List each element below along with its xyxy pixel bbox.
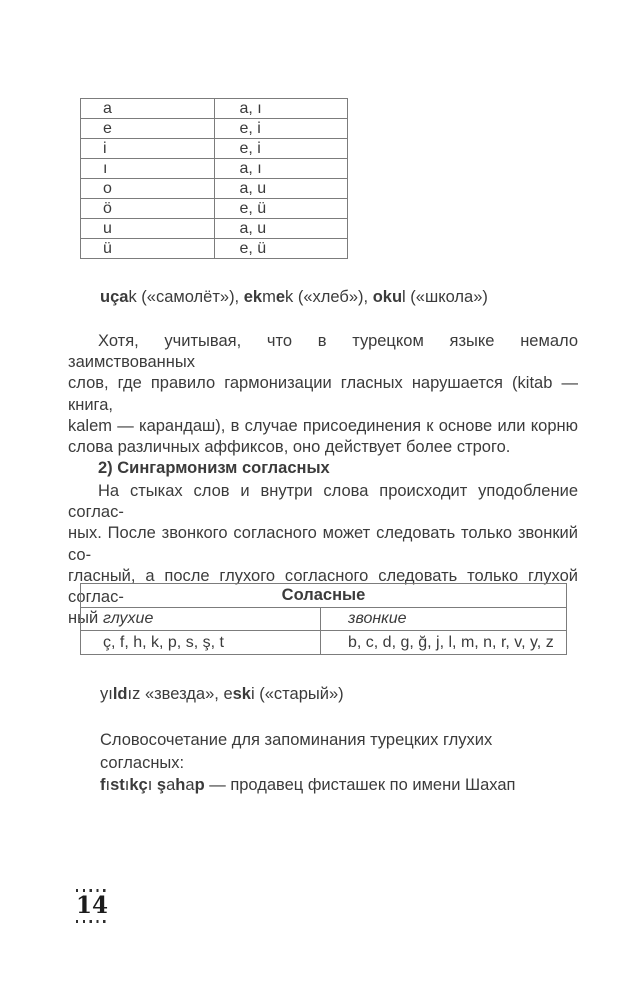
suffix-vowels-cell: a, ı bbox=[214, 99, 348, 119]
table-row bbox=[81, 99, 348, 119]
vowel-cell: ü bbox=[81, 239, 215, 259]
consonant-table bbox=[80, 583, 567, 655]
vowel-cell: ı bbox=[81, 159, 215, 179]
paragraph-harmony-exceptions bbox=[68, 331, 578, 458]
voiceless-consonants-cell: ç, f, h, k, p, s, ş, t bbox=[81, 631, 321, 655]
paragraph-line: слов, где правило гармонизации гласных нарушается (kitab — книга, bbox=[68, 374, 578, 414]
vowel-harmony-table bbox=[80, 98, 348, 259]
table-row bbox=[81, 239, 348, 259]
page-number: 14 bbox=[75, 892, 108, 919]
vowel-cell: i bbox=[81, 139, 215, 159]
suffix-vowels-cell: e, i bbox=[214, 119, 348, 139]
suffix-vowels-cell: e, ü bbox=[214, 239, 348, 259]
vowel-cell: a bbox=[81, 99, 215, 119]
paragraph-line: слова различных аффиксов, оно действует более строго. bbox=[68, 438, 511, 457]
table-row bbox=[81, 159, 348, 179]
voiced-consonants-cell: b, c, d, g, ğ, j, l, m, n, r, v, y, z bbox=[321, 631, 567, 655]
table-row bbox=[81, 139, 348, 159]
voiceless-header-cell: глухие bbox=[81, 608, 321, 631]
consonant-table-title: Соласные bbox=[81, 584, 567, 608]
table-row bbox=[81, 119, 348, 139]
paragraph-line: kalem — карандаш), в случае присоединения к основе или корню bbox=[68, 416, 578, 435]
vowel-cell: o bbox=[81, 179, 215, 199]
paragraph-line: На стыках слов и внутри слова происходит уподобление соглас- bbox=[68, 482, 578, 522]
suffix-vowels-cell: e, ü bbox=[214, 199, 348, 219]
section-heading-consonant-harmony: 2) Сингармонизм согласных bbox=[98, 459, 330, 477]
suffix-vowels-cell: a, u bbox=[214, 219, 348, 239]
example-consonant-harmony: yıldız «звезда», eski («старый») bbox=[100, 685, 344, 703]
suffix-vowels-cell: e, i bbox=[214, 139, 348, 159]
table-row bbox=[81, 219, 348, 239]
paragraph-line: ный bbox=[68, 609, 99, 628]
vowel-cell: u bbox=[81, 219, 215, 239]
table-row bbox=[81, 199, 348, 219]
table-row bbox=[81, 584, 567, 608]
table-row bbox=[81, 608, 567, 631]
mnemonic-paragraph bbox=[100, 729, 578, 797]
paragraph-line: гласный, а после глухого согласного следовать только глухой соглас- bbox=[68, 566, 578, 607]
page-number-dots-bottom bbox=[76, 920, 108, 923]
vowel-cell: ö bbox=[81, 199, 215, 219]
table-row bbox=[81, 631, 567, 655]
table-row bbox=[81, 179, 348, 199]
page-number-block bbox=[75, 888, 109, 924]
example-vowel-harmony: uçak («самолёт»), ekmek («хлеб»), okul («школа») bbox=[100, 288, 488, 306]
paragraph-line: Хотя, учитывая, что в турецком языке немало заимствованных bbox=[68, 332, 578, 372]
mnemonic-phrase-line: fıstıkçı şahap — продавец фисташек по имени Шахап bbox=[100, 776, 516, 794]
vowel-cell: e bbox=[81, 119, 215, 139]
voiced-header-cell: звонкие bbox=[321, 608, 567, 631]
suffix-vowels-cell: a, u bbox=[214, 179, 348, 199]
suffix-vowels-cell: a, ı bbox=[214, 159, 348, 179]
paragraph-line: ных. После звонкого согласного может следовать только звонкий со- bbox=[68, 524, 578, 564]
mnemonic-intro-line: Словосочетание для запоминания турецких глухих согласных: bbox=[100, 731, 493, 772]
